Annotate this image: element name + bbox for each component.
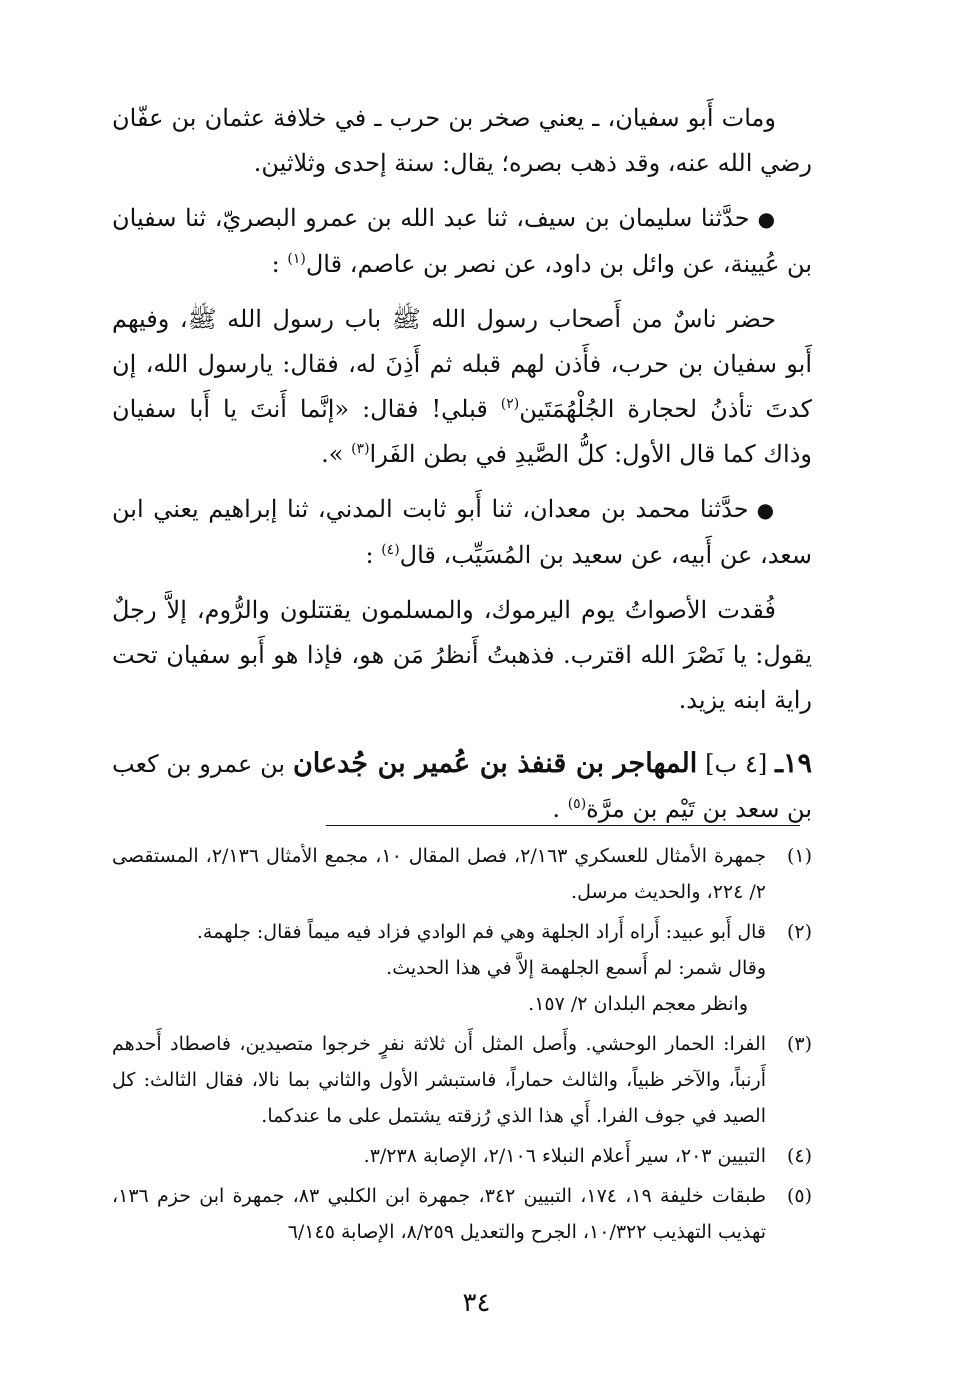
entry-tail: . bbox=[552, 795, 568, 823]
footnote-line: جمهرة الأمثال للعسكري ٢/١٦٣، فصل المقال ١٠، مجمع الأمثال ٢/١٣٦، المستقصى ٢/ ٢٢٤، والحديث مرسل. bbox=[112, 845, 766, 903]
footnote-line: الفرا: الحمار الوحشي. وأَصل المثل أَن ثلاثة نفرٍ خرجوا متصيدين، فاصطاد أَحدهم أَرنباً، والآخر ظبياً، والثالث حماراً، فاستبشر الأول والثاني بما نالا، فقال الثالث: كل الصيد في جوف الفرا. أَي هذا الذي رُزقته يشتمل على ما عندكما. bbox=[112, 1033, 766, 1127]
footnote-line: التبيين ٢٠٣، سير أَعلام النبلاء ٢/١٠٦، الإصابة ٣/٢٣٨. bbox=[363, 1145, 766, 1167]
footnote-body bbox=[112, 838, 766, 910]
paragraph-5 bbox=[112, 588, 812, 723]
footnote-body bbox=[112, 1026, 766, 1134]
footnote-5 bbox=[112, 1178, 812, 1250]
footnote-divider bbox=[326, 825, 800, 826]
footnote-line: وانظر معجم البلدان ٢/ ١٥٧. bbox=[528, 993, 748, 1015]
footnote-number: (٤) bbox=[786, 1145, 812, 1167]
footnote-number: (٣) bbox=[786, 1033, 812, 1055]
footnote-ref: (٣) bbox=[351, 441, 370, 457]
footnote-number: (٥) bbox=[786, 1185, 812, 1207]
footnote-line: قال أَبو عبيد: أَراه أَراد الجلهة وهي فم الوادي فزاد فيه ميماً فقال: جلهمة. bbox=[196, 921, 766, 943]
bullet-icon: ● bbox=[756, 498, 777, 522]
entry-name: المهاجر بن قنفذ بن عُمير بن جُدعان bbox=[292, 748, 698, 779]
main-text bbox=[112, 96, 812, 842]
paragraph-4 bbox=[112, 487, 812, 578]
paragraph-text: حدَّثنا سليمان بن سيف، ثنا عبد الله بن عمرو البصريّ، ثنا سفيان بن عُيينة، عن وائل بن داود، عن نصر بن عاصم، قال bbox=[112, 204, 812, 278]
footnote-2 bbox=[112, 914, 812, 1022]
paragraph-3 bbox=[112, 297, 812, 477]
paragraph-text: فُقدت الأصواتُ يوم اليرموك، والمسلمون يقتتلون والرُّوم، إلاَّ رجلٌ يقول: يا نَصْرَ الله اقترب. فذهبتُ أَنظرُ مَن هو، فإذا هو أَبو سفيان تحت راية ابنه يزيد. bbox=[112, 596, 812, 714]
paragraph-text: حدَّثنا محمد بن معدان، ثنا أَبو ثابت المدني، ثنا إبراهيم يعني ابن سعد، عن أَبيه، عن سعيد بن المُسَيِّب، قال bbox=[112, 495, 812, 569]
entry-heading bbox=[112, 741, 812, 832]
bullet-icon: ● bbox=[757, 207, 776, 231]
footnote-ref: (١) bbox=[287, 251, 306, 267]
footnote-body bbox=[112, 914, 766, 1022]
paragraph-tail: ». bbox=[321, 440, 352, 468]
footnote-ref: (٤) bbox=[381, 542, 400, 558]
footnote-line: وقال شمر: لم أَسمع الجلهمة إلاَّ في هذا الحديث. bbox=[386, 957, 766, 979]
page-number: ٣٤ bbox=[462, 1288, 491, 1318]
paragraph-tail: : bbox=[271, 250, 288, 278]
paragraph-tail: : bbox=[365, 541, 382, 569]
paragraph-2 bbox=[112, 196, 812, 287]
entry-lineage: بن عمرو بن كعب بن سعد بن تَيْم بن مرَّة bbox=[112, 750, 812, 823]
entry-number: ١٩ـ bbox=[775, 748, 813, 779]
footnote-number: (١) bbox=[786, 845, 812, 867]
paragraph-text: ومات أَبو سفيان، ـ يعني صخر بن حرب ـ في خلافة عثمان بن عفّان رضي الله عنه، وقد ذهب بصره؛ يقال: سنة إحدى وثلاثين. bbox=[112, 104, 812, 177]
footnote-ref: (٢) bbox=[500, 396, 520, 412]
footnote-ref: (٥) bbox=[567, 796, 587, 812]
footnote-3 bbox=[112, 1026, 812, 1134]
paragraph-tail: قبلي! فقال: «إنَّما أَنتَ يا أَبا سفيان وذاك كما قال الأول: كلُّ الصَّيدِ في بطن الفَرا bbox=[112, 395, 812, 468]
paragraph-text: حضر ناسٌ من أَصحاب رسول الله ﷺ باب رسول الله ﷺ، وفيهم أَبو سفيان بن حرب، فأَذن لهم قبله ثم أَذِنَ له، فقال: يارسول الله، إن كدتَ تأذنُ لحجارة الجُلْهُمَتَين bbox=[112, 305, 812, 423]
footnote-body bbox=[112, 1178, 766, 1250]
footnote-4 bbox=[112, 1138, 812, 1174]
footnotes bbox=[112, 838, 812, 1254]
footnote-line: طبقات خليفة ١٩، ١٧٤، التبيين ٣٤٢، جمهرة ابن الكلبي ٨٣، جمهرة ابن حزم ١٣٦، تهذيب التهذيب ١٠/٣٢٢، الجرح والتعديل ٨/٢٥٩، الإصابة ٦/١٤٥ bbox=[112, 1185, 766, 1243]
footnote-number: (٢) bbox=[786, 921, 812, 943]
footnote-body bbox=[112, 1138, 766, 1174]
footnote-1 bbox=[112, 838, 812, 910]
folio-marker: [٤ ب] bbox=[705, 750, 768, 778]
paragraph-1 bbox=[112, 96, 812, 186]
